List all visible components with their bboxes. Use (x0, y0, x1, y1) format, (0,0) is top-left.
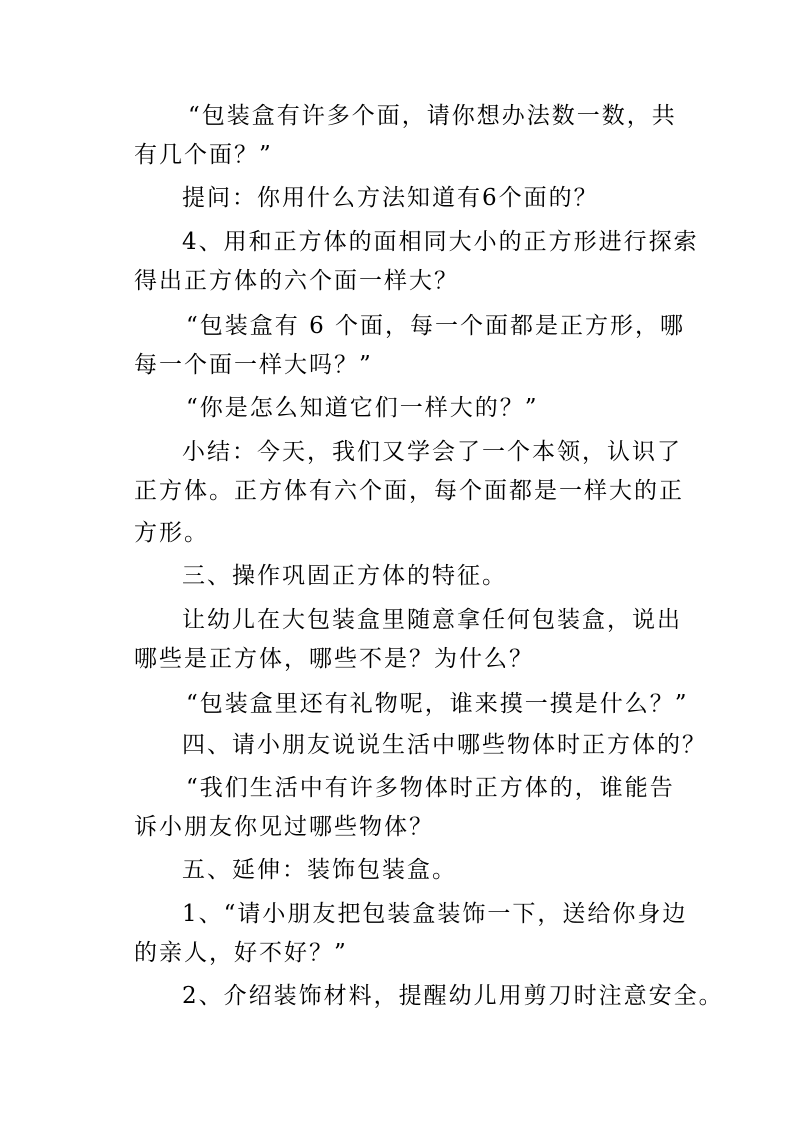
text-line: “包装盒里还有礼物呢，谁来摸一摸是什么？” (186, 691, 689, 717)
text-line: “我们生活中有许多物体时正方体的，谁能告 (186, 775, 675, 801)
text-line: 每一个面一样大吗？” (134, 352, 373, 378)
text-line: 1、“请小朋友把包装盒装饰一下，送给你身边 (182, 901, 688, 927)
text-line: 小结：今天，我们又学会了一个本领，认识了 (182, 439, 682, 465)
text-line: “你是怎么知道它们一样大的？” (186, 395, 539, 421)
text-line: 2、介绍装饰材料，提醒幼儿用剪刀时注意安全。 (182, 983, 724, 1009)
text-line: “包装盒有 6 个面，每一个面都是正方形，哪 (186, 313, 686, 339)
text-line: 三、操作巩固正方体的特征。 (182, 563, 507, 589)
text-line: 哪些是正方体，哪些不是？为什么？ (134, 646, 534, 672)
text-line: 方形。 (134, 520, 209, 546)
text-line: 让幼儿在大包装盒里随意拿任何包装盒，说出 (182, 607, 682, 633)
text-line: 有几个面？” (134, 142, 273, 168)
text-line: 4、用和正方体的面相同大小的正方形进行探索 (182, 229, 699, 255)
text-line: 正方体。正方体有六个面，每个面都是一样大的正 (134, 478, 684, 504)
text-line: 的亲人，好不好？” (134, 940, 348, 966)
text-line: 得出正方体的六个面一样大？ (134, 268, 459, 294)
text-line: “包装盒有许多个面，请你想办法数一数，共 (188, 103, 677, 129)
text-line: 诉小朋友你见过哪些物体？ (134, 814, 434, 840)
text-line: 五、延伸：装饰包装盒。 (182, 857, 457, 883)
text-line: 提问：你用什么方法知道有6个面的？ (182, 185, 599, 211)
text-line: 四、请小朋友说说生活中哪些物体时正方体的？ (182, 732, 707, 758)
